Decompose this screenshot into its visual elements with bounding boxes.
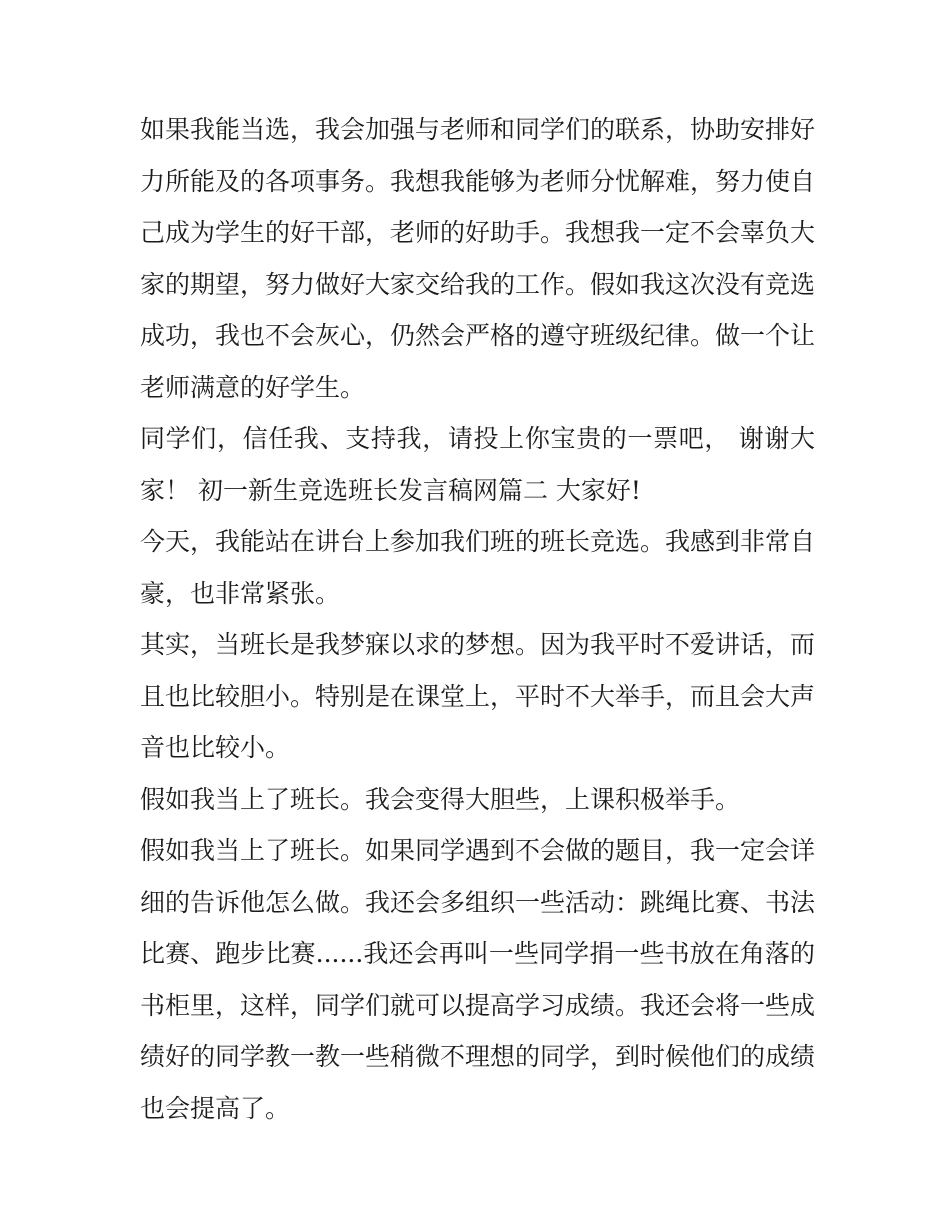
paragraph-if-elected-help: 假如我当上了班长。如果同学遇到不会做的题目，我一定会详细的告诉他怎么做。我还会多组织一些活动：跳绳比赛、书法比赛、跑步比赛......我还会再叫一些同学捐一些书放在角落的书柜里，这样，同学们就可以提高学习成绩。我还会将一些成绩好的同学教一教一些稍微不理想的同学，到时候他们的成绩也会提高了。: [140, 836, 816, 1123]
paragraph-today: 今天，我能站在讲台上参加我们班的班长竞选。我感到非常自豪，也非常紧张。: [140, 527, 816, 608]
paragraph-vote-appeal: 同学们，信任我、支持我，请投上你宝贵的一票吧， 谢谢大家！ 初一新生竞选班长发言稿网篇二 大家好!: [140, 424, 815, 505]
paragraph-dream: 其实，当班长是我梦寐以求的梦想。因为我平时不爱讲话，而且也比较胆小。特别是在课堂上，平时不大举手，而且会大声音也比较小。: [140, 630, 816, 762]
paragraph-if-elected-bold: 假如我当上了班长。我会变得大胆些，上课积极举手。: [140, 784, 741, 814]
paragraph-campaign-promise: 如果我能当选，我会加强与老师和同学们的联系，协助安排好力所能及的各项事务。我想我能够为老师分忧解难，努力使自己成为学生的好干部，老师的好助手。我想我一定不会辜负大家的期望，努力做好大家交给我的工作。假如我这次没有竞选成功，我也不会灰心，仍然会严格的遵守班级纪律。做一个让老师满意的好学生。: [140, 115, 816, 402]
document-body: [140, 104, 815, 1134]
